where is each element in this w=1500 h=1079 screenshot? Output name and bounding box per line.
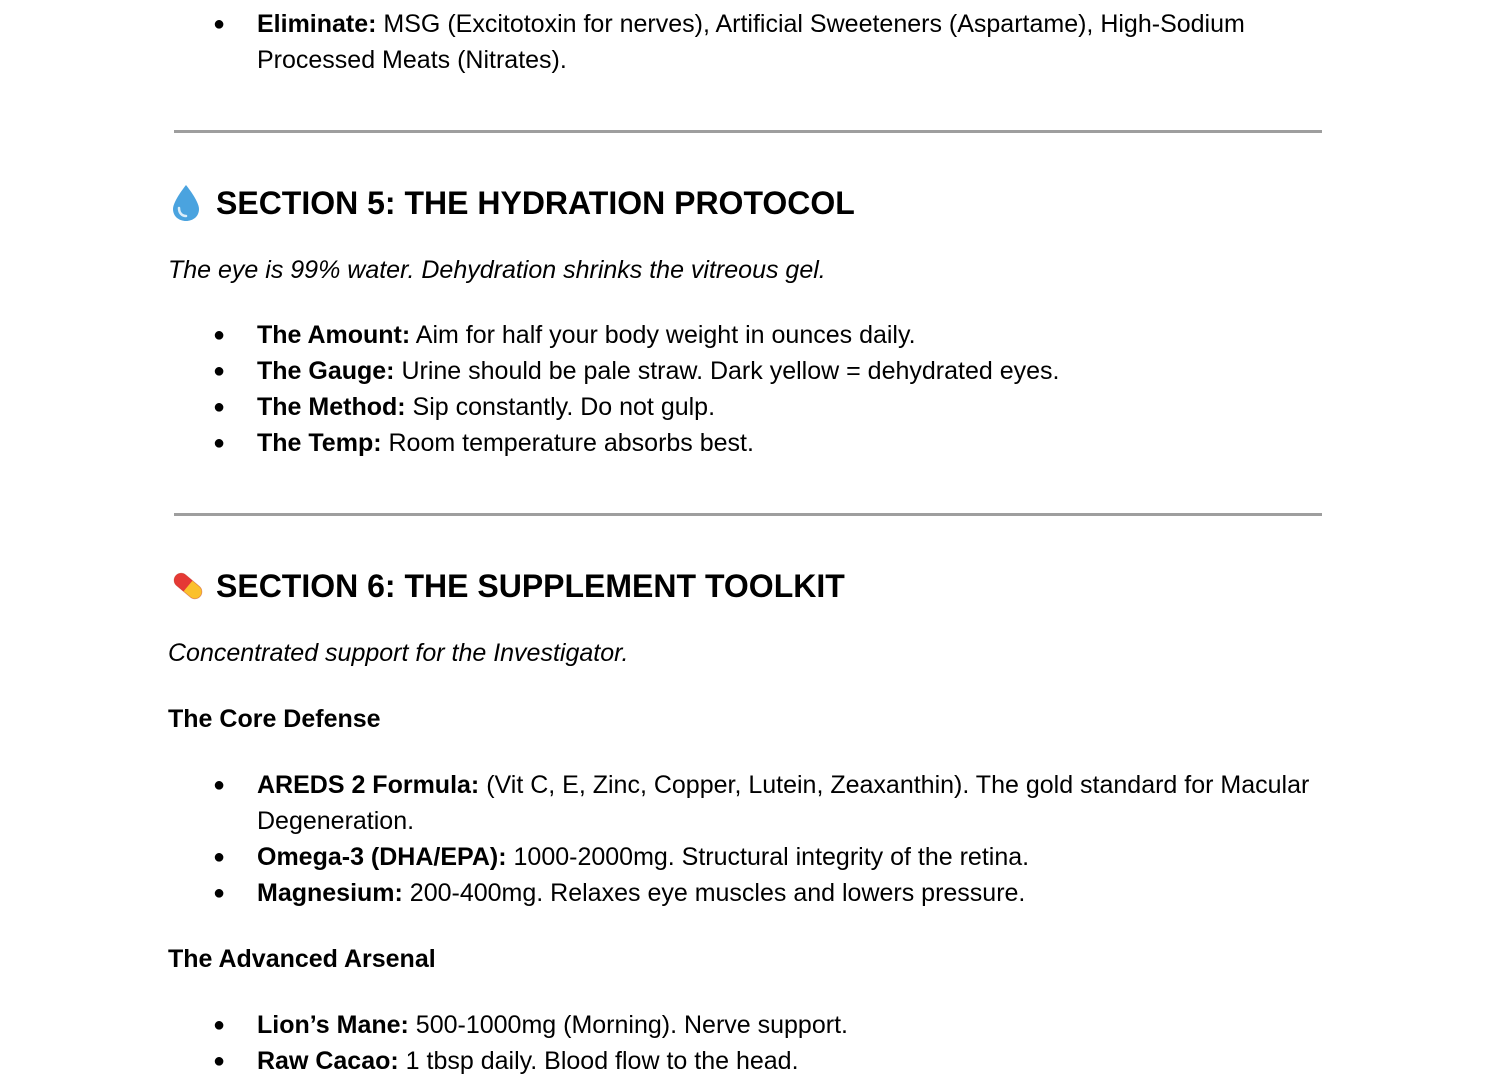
bullet-icon: ● — [213, 432, 226, 454]
item-text: 200-400mg. Relaxes eye muscles and lowers pressure. — [402, 879, 1026, 907]
advanced-arsenal-heading: The Advanced Arsenal — [168, 945, 436, 973]
item-label: Omega-3 (DHA/EPA): — [257, 843, 507, 871]
section5-title: SECTION 5: THE HYDRATION PROTOCOL — [216, 184, 855, 221]
list-item — [0, 875, 1337, 911]
item-label: Eliminate: — [257, 10, 377, 38]
item-text: 1 tbsp daily. Blood flow to the head. — [398, 1047, 799, 1075]
droplet-icon — [168, 183, 208, 223]
bullet-icon: ● — [213, 13, 226, 35]
section5-intro: The eye is 99% water. Dehydration shrinks the vitreous gel. — [168, 256, 826, 284]
item-text: 1000-2000mg. Structural integrity of the retina. — [506, 843, 1030, 871]
list-item — [0, 353, 1337, 389]
section6-title: SECTION 6: THE SUPPLEMENT TOOLKIT — [216, 567, 845, 604]
item-label: Raw Cacao: — [257, 1047, 399, 1075]
core-defense-heading: The Core Defense — [168, 705, 381, 733]
bullet-icon: ● — [213, 846, 226, 868]
list-item — [0, 6, 1337, 78]
item-label: AREDS 2 Formula: — [257, 771, 480, 799]
item-label: Lion’s Mane: — [257, 1011, 409, 1039]
pill-icon — [168, 566, 208, 606]
list-item — [0, 1043, 1337, 1079]
hydration-list — [0, 317, 1500, 461]
list-item — [0, 425, 1337, 461]
item-text: Aim for half your body weight in ounces daily. — [410, 321, 916, 349]
item-text: (Vit C, E, Zinc, Copper, Lutein, Zeaxanthin). The gold standard for Macular Degeneration. — [257, 771, 1310, 835]
list-item — [0, 767, 1337, 839]
item-text: Sip constantly. Do not gulp. — [405, 393, 716, 421]
horizontal-divider — [174, 130, 1322, 133]
list-item — [0, 839, 1337, 875]
bullet-icon: ● — [213, 324, 226, 346]
item-label: Magnesium: — [257, 879, 403, 907]
item-text: Room temperature absorbs best. — [381, 429, 754, 457]
core-defense-list — [0, 767, 1500, 911]
item-label: The Temp: — [257, 429, 382, 457]
section5-heading — [168, 180, 855, 223]
list-item — [0, 389, 1337, 425]
item-label: The Method: — [257, 393, 406, 421]
item-text: 500-1000mg (Morning). Nerve support. — [408, 1011, 848, 1039]
item-text: MSG (Excitotoxin for nerves), Artificial Sweeteners (Aspartame), High-Sodium Processed Meats (Nitrates). — [257, 10, 1245, 74]
bullet-icon: ● — [213, 1014, 226, 1036]
eliminate-list — [0, 6, 1500, 78]
item-label: The Gauge: — [257, 357, 395, 385]
bullet-icon: ● — [213, 360, 226, 382]
item-label: The Amount: — [257, 321, 411, 349]
bullet-icon: ● — [213, 882, 226, 904]
bullet-icon: ● — [213, 774, 226, 796]
item-text: Urine should be pale straw. Dark yellow = dehydrated eyes. — [394, 357, 1060, 385]
horizontal-divider — [174, 513, 1322, 516]
list-item — [0, 1007, 1337, 1043]
section6-heading — [168, 563, 845, 606]
section6-intro: Concentrated support for the Investigator. — [168, 639, 629, 667]
list-item — [0, 317, 1337, 353]
bullet-icon: ● — [213, 396, 226, 418]
bullet-icon: ● — [213, 1050, 226, 1072]
advanced-arsenal-list — [0, 1007, 1500, 1079]
